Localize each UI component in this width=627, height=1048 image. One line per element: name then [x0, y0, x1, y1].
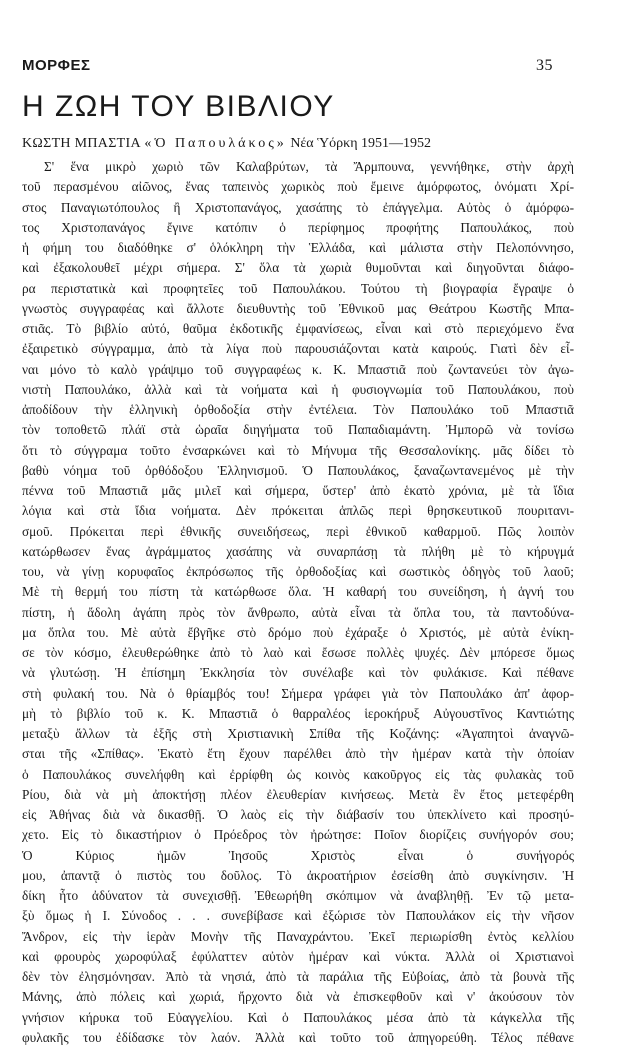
article-line: πίστη, ἡ ἄδολη ἀγάπη πρὸς τὸν ἄνθρωπο, αὐτὰ εἶναι τὰ ὅπλα του, τὰ παντοδύνα-	[22, 604, 574, 620]
article-line: ἀποδίδουν τὴν ἑλληνικὴ ὀρθοδοξία στὴν ἐντέλεια. Τὸν Παπουλάκο τοῦ Μπαστιᾶ	[22, 402, 574, 417]
article-line: ὁ Παπουλάκος συνελήφθη καὶ ἐρρίφθη ὡς κοινὸς κακοῦργος εἰς τὰς φυλακὰς τοῦ	[22, 766, 574, 782]
page-number: 35	[536, 57, 553, 74]
article-line: δὲν τὸν ἐλησμόνησαν. Ἀπὸ τὰ νησιά, ἀπὸ τὰ παράλια τῆς Εὐβοίας, ἀπὸ τὰ βουνὰ τῆς	[22, 969, 574, 984]
article-line: δίκη ἦτο ἀδύνατον τὰ συνεχισθῇ. Ἐθεωρήθη σκόπιμον νὰ ἀναβληθῇ. Ἐν τῷ μετα-	[22, 888, 574, 903]
article-line: βαθὺ νόημα τοῦ ὀρθόδοξου Ἑλληνισμοῦ. Ὁ Παπουλάκος, ξαναζωντανεμένος μὲ τὴν	[22, 462, 574, 478]
article-line: πέννα τοῦ Μπαστιᾶ μᾶς μιλεῖ καὶ σήμερα, ὕστερ' ἀπὸ ἑκατὸ χρόνια, μὲ τὰ ἴδια	[22, 483, 574, 498]
article-line: μεταξὺ ἄλλων τὰ ἑξῆς στὴ Χριστιανικὴ Σπίθα τῆς Κοζάνης: «Ἀγαπητοὶ ἀναγνῶ-	[22, 726, 574, 741]
article-body	[22, 157, 574, 1048]
journal-name: ΜΟΡΦΕΣ	[22, 57, 91, 74]
article-line: μου, ἀπαντᾷ ὁ πιστὸς του δοῦλος. Τὸ ἀκροατήριον ἐσείσθη ἀπὸ συγκίνησιν. Ἡ	[22, 867, 574, 883]
article-line: στὴ φυλακή του. Νὰ ὁ θρίαμβός του! Σήμερα γράφει γιὰ τὸν Παπουλάκο ἀπ' ἀφορ-	[22, 685, 574, 701]
article-line: ρα περιστατικὰ καὶ προφητεῖες τοῦ Παπουλάκου. Τούτου τὴ βιογραφία ἔγραψε ὁ	[22, 280, 574, 296]
article-line: Μὲ τὴ θερμή του πίστη τὰ κατώρθωσε ὅλα. Ἡ καθαρή του συνείδηση, ἡ ἁγνή του	[22, 584, 574, 600]
article-line: μὴ τὸ βιβλίο τοῦ κ. Κ. Μπαστιᾶ ὁ θαρραλέος ἱεροκήρυξ Αὐγουστῖνος Καντιώτης	[22, 705, 574, 721]
article-line: Ὁ Κύριος ἡμῶν Ἰησοῦς Χριστὸς εἶναι ὁ συνήγορός	[22, 847, 574, 863]
article-line: του, νὰ γίνῃ κορυφαῖος ἐκπρόσωπος τῆς ὀρθοδοξίας καὶ σωστικὸς ὁδηγὸς τοῦ λαοῦ;	[22, 564, 574, 579]
article-line: γνωστὸς συγγραφέας καὶ ἄλλοτε διευθυντὴς τοῦ Ἐθνικοῦ μας Θεάτρου Κωστῆς Μπα-	[22, 300, 574, 316]
article-line: μα ὅπλα του. Μὲ αὐτὰ ἔβγῆκε στὸ δρόμο ποὺ ἐχάραξε ὁ Χριστός, μὲ αὐτὰ ἐνίκη-	[22, 624, 574, 640]
article-line: λόγια καὶ στὰ ἴδια νοήματα. Δὲν πρόκειται ἁπλῶς περὶ θρησκευτικοῦ πουριτανι-	[22, 503, 574, 519]
book-citation	[22, 136, 555, 152]
article-line: τὸν τοποθετῶ πλάϊ στὰ ὡραῖα διηγήματα τοῦ Παπαδιαμάντη. Ἠμπορῶ νὰ τονίσω	[22, 422, 574, 438]
publication-info: Νέα Ὑόρκη 1951—1952	[290, 136, 432, 151]
article-line: ξὺ ὅμως ἡ Ι. Σύνοδος . . . συνεβίβασε καὶ ἐξώρισε τὸν Παπουλάκον εἰς τὴν νῆσον	[22, 908, 574, 924]
article-line: στος Παναγιωτόπουλος ἢ Χριστοπανάγος, χασάπης τὸ ἐπάγγελμα. Αὐτὸς ὁ ἀμόρφω-	[22, 199, 574, 215]
article-line: Ἄνδρον, εἰς τὴν ἱερὰν Μονὴν τῆς Παναχράντου. Ἐκεῖ περιωρίσθη ἐντὸς κελλίου	[22, 928, 574, 944]
article-line: σται τῆς «Σπίθας». Ἑκατὸ ἔτη ἔχουν παρέλθει ἀπὸ τὴν ἡμέραν κατὰ τὴν ὁποίαν	[22, 746, 574, 762]
article-line: τοῦ περασμένου αἰῶνος, ἕνας ταπεινὸς χωρικὸς ποὺ ἔμεινε ἀμόρφωτος, ὀνόματι Χρί-	[22, 179, 574, 195]
article-line: ἐξαιρετικὸ σύγγραμμα, ἀπὸ τὰ λίγα ποὺ παρουσιάζονται κατὰ καιρούς. Γιατὶ δὲν εἶ-	[22, 341, 574, 357]
book-author: ΚΩΣΤΗ ΜΠΑΣΤΙΑ	[22, 136, 141, 151]
article-line: ὅτι τὸ σύγγραμα τοῦτο ἐνσαρκώνει καὶ τὸ Μήνυμα τῆς Θεσσαλονίκης. μᾶς δίδει τὸ	[22, 442, 574, 458]
article-line: εἰς Ἀθήνας διὰ νὰ δικασθῇ. Ὁ λαὸς εἰς τὴν διάβασίν του ὑπεκλίνετο καὶ προσηύ-	[22, 807, 574, 822]
book-title: «Ὁ Παπουλάκος»	[144, 136, 287, 151]
article-line: καὶ φρουρὸς χωροφύλαξ ἐφύλαττεν αὐτὸν ἡμέραν καὶ νύκτα. Ἀλλὰ οἱ Χριστιανοὶ	[22, 948, 574, 964]
article-line: τος Χριστοπανάγος ἔγινε κατόπιν ὁ περίφημος προφήτης Παπουλάκος, ποὺ	[22, 219, 574, 235]
article-line: γνήσιον κήρυκα τοῦ Εὐαγγελίου. Καὶ ὁ Παπουλάκος μέσα ἀπὸ τὰ κάγκελλα τῆς	[22, 1009, 574, 1025]
article-line: καὶ ἐξακολουθεῖ μέχρι σήμερα. Σ' ὅλα τὰ χωριὰ θυμοῦνται καὶ διηγοῦνται διάφο-	[22, 260, 574, 276]
article-line: Σ' ἕνα μικρὸ χωριὸ τῶν Καλαβρύτων, τὰ Ἄρμπουνα, γεννήθηκε, στὴν ἀρχὴ	[44, 159, 574, 174]
article-line: στιᾶς. Τὸ βιβλίο αὐτό, θαῦμα ἐκδοτικῆς ἐμφανίσεως, εἶναι καὶ στὸ περιεχόμενο ἕνα	[22, 321, 574, 336]
article-line: νὰ γλυτώσῃ. Ἡ ἐπίσημη Ἐκκλησία τὸν συνέλαβε καὶ τὸν φυλάκισε. Καὶ πέθανε	[22, 665, 574, 681]
article-line: ναι μόνο τὸ καλὸ γράψιμο τοῦ συγγραφέως κ. Κ. Μπαστιᾶ ποὺ ζωντανεύει τὸν ἀγω-	[22, 361, 574, 377]
article-line: νιστὴ Παπουλάκο, ἀλλὰ καὶ τὰ νοήματα καὶ ἡ φυσιογνωμία τοῦ Παπουλάκου, ποὺ	[22, 381, 574, 397]
section-title: Η ΖΩΗ ΤΟΥ ΒΙΒΛΙΟΥ	[22, 90, 335, 123]
article-line: κατώρθωσεν ἕνας ἀγράμματος χασάπης νὰ συναρπάσῃ τὰ πλήθη μὲ τὸ κήρυγμά	[22, 543, 574, 559]
running-head	[22, 57, 553, 75]
article-line: Ρίου, διὰ νὰ μὴ ἀποκτήσῃ πλέον ἐλευθερίαν κινήσεως. Μετὰ ἓν ἔτος μετεφέρθη	[22, 786, 574, 802]
article-line: ἡ φήμη του διαδόθηκε σ' ὁλόκληρη τὴν Ἑλλάδα, καὶ μάλιστα στὴν Πελοπόννησο,	[22, 240, 574, 255]
article-line: χετο. Εἰς τὸ δικαστήριον ὁ Πρόεδρος τὸν ἠρώτησε: Ποῖον διορίζεις συνήγορόν σου;	[22, 827, 574, 843]
article-line: φυλακῆς του ἐδίδασκε τὸν λαόν. Ἀλλὰ καὶ τοῦτο τοῦ ἀπηγορεύθη. Τέλος πέθανε	[22, 1029, 574, 1045]
article-line: σε τὸν κόσμο, ἐλευθερώθηκε ἀπὸ τὸ λαὸ καὶ ἔσωσε πολλὲς ψυχές. Δὲν μπόρεσε ὅμως	[22, 645, 574, 660]
article-line: σμοῦ. Πρόκειται περὶ ἐθνικῆς συνειδήσεως, περὶ ἐθνικοῦ καθαρμοῦ. Πῶς λοιπὸν	[22, 523, 574, 539]
article-line: Μάνης, ἀπὸ πόλεις καὶ χωριά, ἤρχοντο διὰ νὰ ἐπισκεφθοῦν καὶ ν' ἀκούσουν τὸν	[22, 989, 574, 1005]
